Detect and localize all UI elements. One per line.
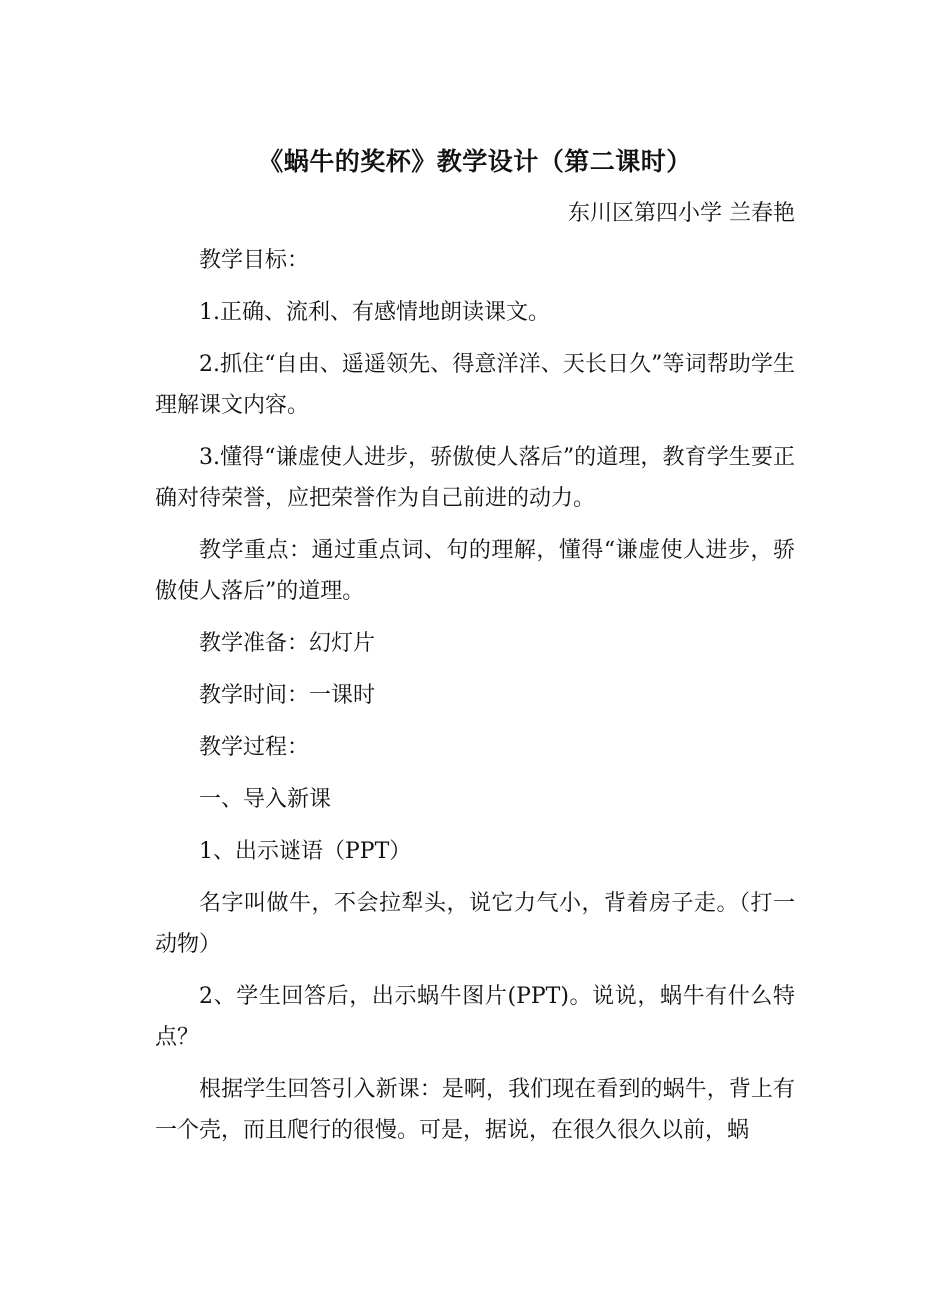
heading-teaching-process: 教学过程： xyxy=(199,735,310,760)
teaching-preparation: 教学准备：幻灯片 xyxy=(199,631,376,656)
step-2-picture: 2、学生回答后，出示蜗牛图片(PPT)。说说，蜗牛有什么特点？ xyxy=(155,984,795,1050)
document-title: 《蜗牛的奖杯》教学设计（第二课时） xyxy=(258,147,692,176)
step-1-riddle: 1、出示谜语（PPT） xyxy=(199,839,412,864)
riddle-text: 名字叫做牛，不会拉犁头，说它力气小，背着房子走。（打一动物） xyxy=(155,891,795,957)
author-line: 东川区第四小学 兰春艳 xyxy=(568,201,795,226)
intro-new-lesson: 根据学生回答引入新课：是啊，我们现在看到的蜗牛，背上有一个壳，而且爬行的很慢。可是，据说，在很久很久以前，蜗 xyxy=(155,1077,795,1143)
document-body xyxy=(155,240,795,1162)
section-intro: 一、导入新课 xyxy=(199,787,332,812)
goal-item-2: 2.抓住“自由、遥遥领先、得意洋洋、天长日久”等词帮助学生理解课文内容。 xyxy=(155,352,795,418)
goal-item-1: 1.正确、流利、有感情地朗读课文。 xyxy=(199,300,550,325)
teaching-focus: 教学重点：通过重点词、句的理解，懂得“谦虚使人进步，骄傲使人落后”的道理。 xyxy=(155,538,795,604)
heading-teaching-goals: 教学目标： xyxy=(199,248,310,273)
goal-item-3: 3.懂得“谦虚使人进步，骄傲使人落后”的道理，教育学生要正确对待荣誉，应把荣誉作为自己前进的动力。 xyxy=(155,445,795,511)
teaching-time: 教学时间：一课时 xyxy=(199,683,376,708)
